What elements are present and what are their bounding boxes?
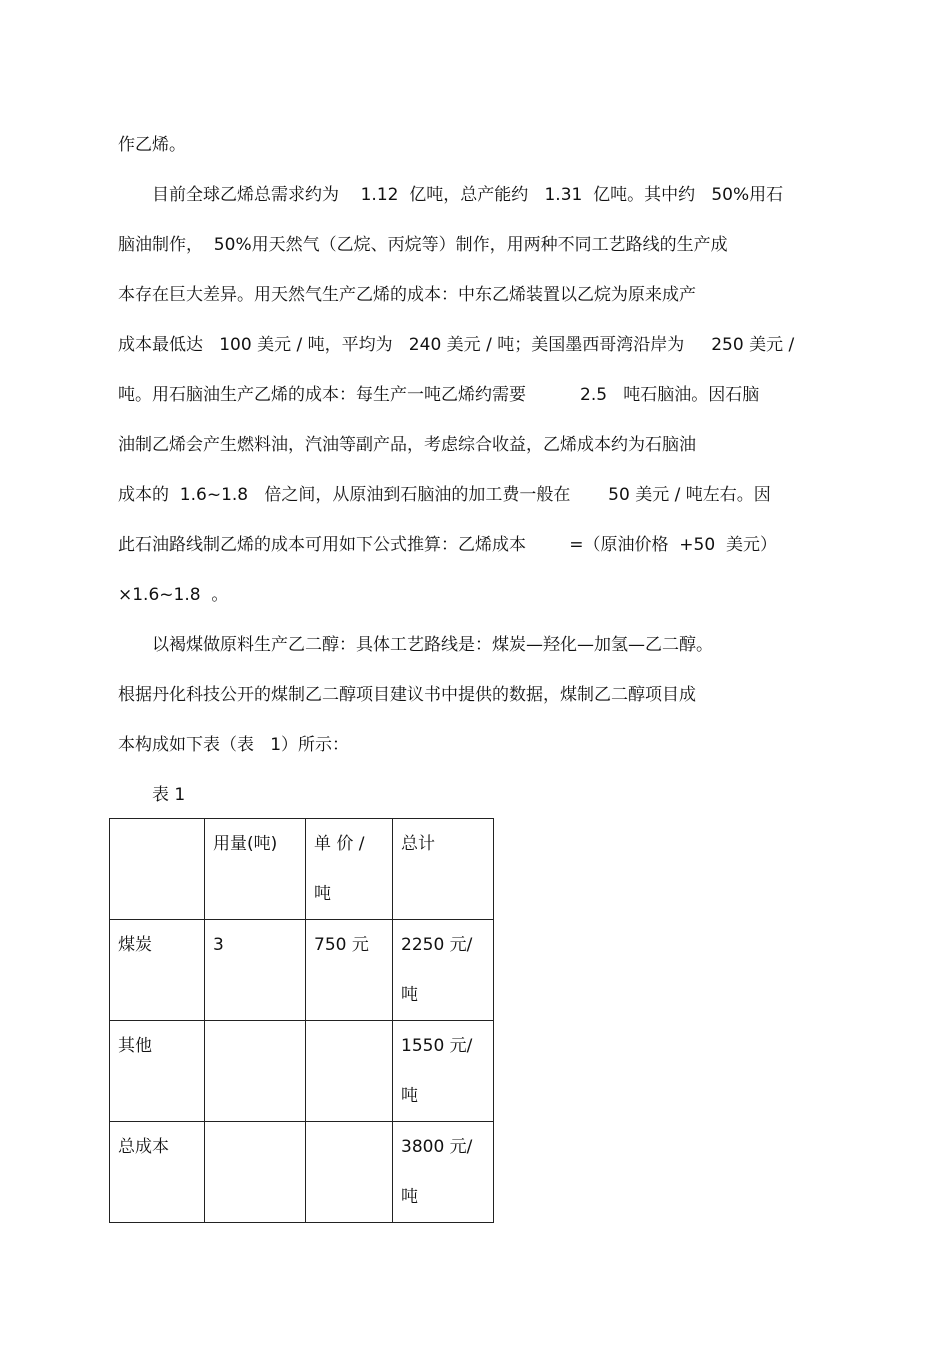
- paragraph-line: 目前全球乙烯总需求约为 1.12 亿吨，总产能约 1.31 亿吨。其中约 50%用石: [152, 185, 784, 205]
- paragraph-line: 此石油路线制乙烯的成本可用如下公式推算：乙烯成本 =（原油价格 +50 美元）: [118, 535, 777, 555]
- paragraph-line: ×1.6~1.8 。: [118, 585, 229, 605]
- table-caption: 表 1: [152, 785, 186, 805]
- table-row: [110, 1122, 494, 1223]
- paragraph-line: 以褐煤做原料生产乙二醇：具体工艺路线是：煤炭—羟化—加氢—乙二醇。: [152, 635, 713, 655]
- table-cell: [205, 1122, 306, 1223]
- table-header-row: [110, 819, 494, 920]
- table-header-cell: 单 价 / 吨: [306, 819, 393, 920]
- paragraph-line: 作乙烯。: [118, 135, 186, 155]
- paragraph-line: 油制乙烯会产生燃料油，汽油等副产品，考虑综合收益，乙烯成本约为石脑油: [118, 435, 696, 455]
- table-header-cell: 总计: [393, 819, 494, 920]
- paragraph-line: 成本的 1.6~1.8 倍之间，从原油到石脑油的加工费一般在 50 美元 / 吨左右。因: [118, 485, 771, 505]
- table-row: [110, 1021, 494, 1122]
- table-row: [110, 920, 494, 1021]
- table-cell: 3800 元/ 吨: [393, 1122, 494, 1223]
- paragraph-line: 脑油制作， 50%用天然气（乙烷、丙烷等）制作，用两种不同工艺路线的生产成: [118, 235, 728, 255]
- paragraph-line: 吨。用石脑油生产乙烯的成本：每生产一吨乙烯约需要 2.5 吨石脑油。因石脑: [118, 385, 760, 405]
- table-cell: 3: [205, 920, 306, 1021]
- table-cell: [205, 1021, 306, 1122]
- table-cell: [306, 1021, 393, 1122]
- paragraph-line: 本存在巨大差异。用天然气生产乙烯的成本：中东乙烯装置以乙烷为原来成产: [118, 285, 696, 305]
- table-cell: 2250 元/ 吨: [393, 920, 494, 1021]
- table-cell: 煤炭: [110, 920, 205, 1021]
- table-header-cell: 用量(吨): [205, 819, 306, 920]
- table-cell: 1550 元/ 吨: [393, 1021, 494, 1122]
- paragraph-line: 成本最低达 100 美元 / 吨，平均为 240 美元 / 吨；美国墨西哥湾沿岸为 250 美元 /: [118, 335, 795, 355]
- table-cell: 总成本: [110, 1122, 205, 1223]
- table-header-cell: [110, 819, 205, 920]
- paragraph-line: 本构成如下表（表 1）所示：: [118, 735, 350, 755]
- paragraph-line: 根据丹化科技公开的煤制乙二醇项目建议书中提供的数据，煤制乙二醇项目成: [118, 685, 696, 705]
- table-cell: [306, 1122, 393, 1223]
- table-cell: 750 元: [306, 920, 393, 1021]
- table-cell: 其他: [110, 1021, 205, 1122]
- cost-table: [109, 818, 494, 1223]
